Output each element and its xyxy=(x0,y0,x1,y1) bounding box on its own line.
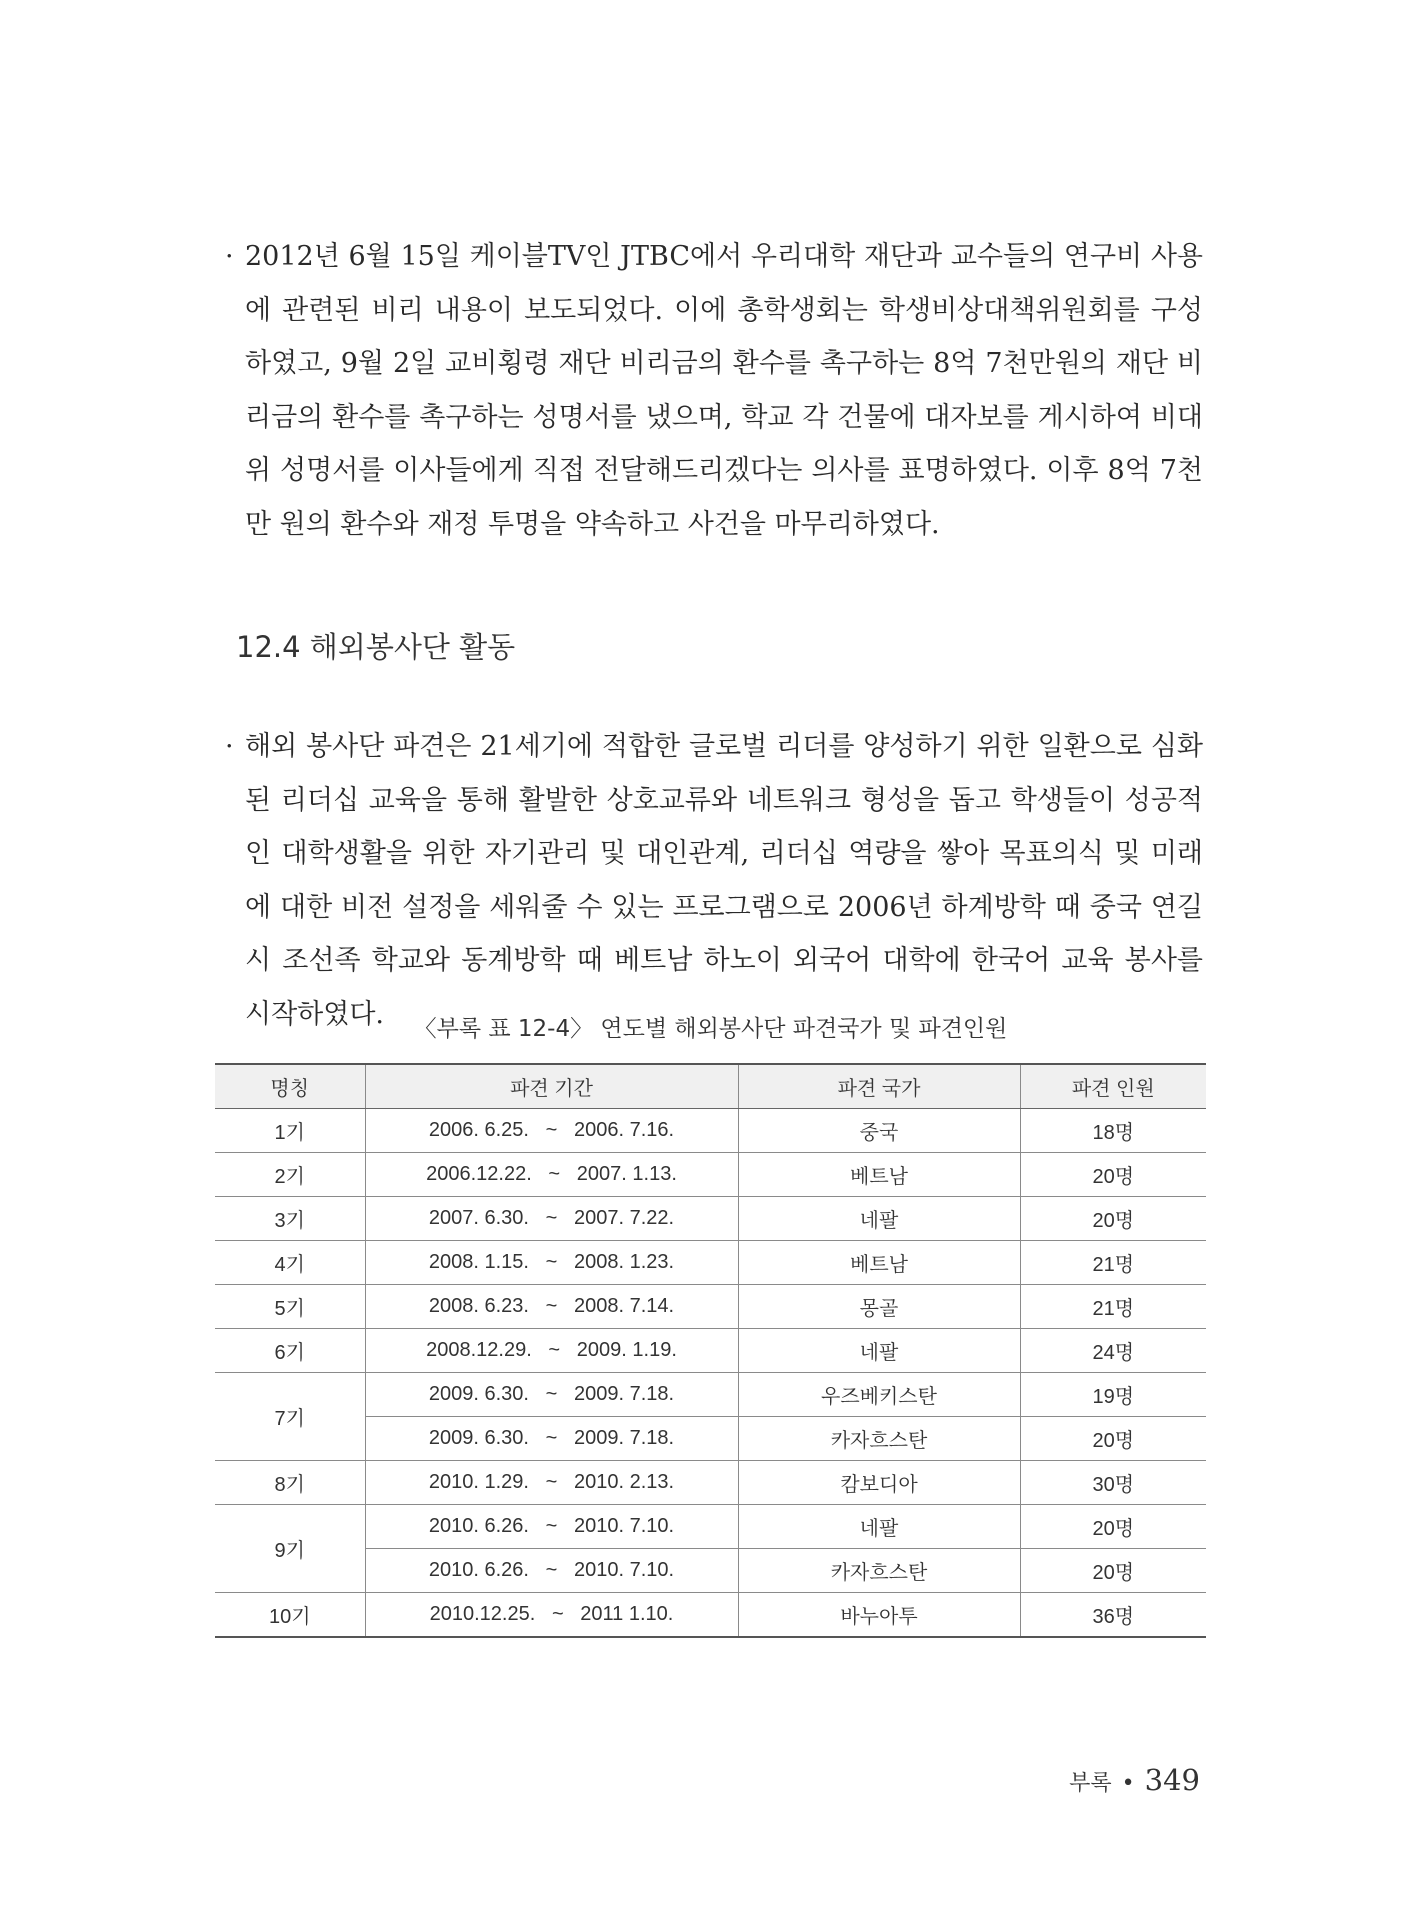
paragraph-text: 2012년 6월 15일 케이블TV인 JTBC에서 우리대학 재단과 교수들의 연구비 사용에 관련된 비리 내용이 보도되었다. 이에 총학생회는 학생비상대책위원회를 구성 하였고, 9월 2일 교비횡령 재단 비리금의 환수를 촉구하는 8억 7천만원의 재단 비리금의 환수를 촉구하는 성명서를 냈으며, 학교 각 건물에 대자보를 게시하여 비대위 성명서를 이사들에게 직접 전달해드리겠다는 의사를 표명하였다. 이후 8억 7천만 원의 환수와 재정 투명을 약속하고 사건을 마무리하였다. xyxy=(245,241,1203,540)
cell-count: 30명 xyxy=(1020,1461,1206,1505)
cell-count: 20명 xyxy=(1020,1153,1206,1197)
header-count: 파견 인원 xyxy=(1020,1064,1206,1109)
cell-country: 베트남 xyxy=(738,1241,1020,1285)
table-row xyxy=(215,1109,1206,1153)
cell-count: 20명 xyxy=(1020,1197,1206,1241)
paragraph-text: 해외 봉사단 파견은 21세기에 적합한 글로벌 리더를 양성하기 위한 일환으로 심화된 리더십 교육을 통해 활발한 상호교류와 네트워크 형성을 돕고 학생들이 성공적인 대학생활을 위한 자기관리 및 대인관계, 리더십 역량을 쌓아 목표의식 및 미래에 대한 비전 설정을 세워줄 수 있는 프로그램으로 2006년 하계방학 때 중국 연길시 조선족 학교와 동계방학 때 베트남 하노이 외국어 대학에 한국어 교육 봉사를 시작하였다. xyxy=(245,731,1203,1030)
cell-name: 4기 xyxy=(215,1241,365,1285)
table-row xyxy=(215,1461,1206,1505)
cell-country: 몽골 xyxy=(738,1285,1020,1329)
cell-country: 중국 xyxy=(738,1109,1020,1153)
cell-name: 2기 xyxy=(215,1153,365,1197)
cell-country: 바누아투 xyxy=(738,1593,1020,1638)
page-footer xyxy=(1069,1763,1200,1797)
cell-name: 10기 xyxy=(215,1593,365,1638)
cell-country: 네팔 xyxy=(738,1329,1020,1373)
cell-name: 8기 xyxy=(215,1461,365,1505)
cell-country: 카자흐스탄 xyxy=(738,1549,1020,1593)
footer-separator: • xyxy=(1121,1771,1135,1796)
cell-name: 3기 xyxy=(215,1197,365,1241)
cell-period: 2010. 6.26. ~ 2010. 7.10. xyxy=(365,1549,738,1593)
cell-period: 2010. 6.26. ~ 2010. 7.10. xyxy=(365,1505,738,1549)
cell-period: 2008.12.29. ~ 2009. 1.19. xyxy=(365,1329,738,1373)
cell-period: 2006. 6.25. ~ 2006. 7.16. xyxy=(365,1109,738,1153)
header-period: 파견 기간 xyxy=(365,1064,738,1109)
cell-period: 2009. 6.30. ~ 2009. 7.18. xyxy=(365,1373,738,1417)
footer-label: 부록 xyxy=(1069,1771,1112,1796)
table-caption: 〈부록 표 12-4〉 연도별 해외봉사단 파견국가 및 파견인원 xyxy=(413,1016,1008,1042)
cell-country: 캄보디아 xyxy=(738,1461,1020,1505)
cell-period: 2010. 1.29. ~ 2010. 2.13. xyxy=(365,1461,738,1505)
cell-period: 2008. 1.15. ~ 2008. 1.23. xyxy=(365,1241,738,1285)
cell-count: 21명 xyxy=(1020,1241,1206,1285)
table-row xyxy=(215,1593,1206,1638)
cell-country: 베트남 xyxy=(738,1153,1020,1197)
table-row xyxy=(215,1197,1206,1241)
cell-country: 네팔 xyxy=(738,1505,1020,1549)
cell-count: 20명 xyxy=(1020,1417,1206,1461)
cell-count: 19명 xyxy=(1020,1373,1206,1417)
cell-name: 1기 xyxy=(215,1109,365,1153)
cell-period: 2007. 6.30. ~ 2007. 7.22. xyxy=(365,1197,738,1241)
page-number: 349 xyxy=(1144,1763,1200,1797)
table-row xyxy=(215,1241,1206,1285)
table-row xyxy=(215,1505,1206,1549)
cell-count: 20명 xyxy=(1020,1505,1206,1549)
cell-count: 36명 xyxy=(1020,1593,1206,1638)
cell-name: 6기 xyxy=(215,1329,365,1373)
bullet: · xyxy=(225,731,234,762)
table-row xyxy=(215,1373,1206,1417)
cell-name: 9기 xyxy=(215,1505,365,1593)
cell-period: 2010.12.25. ~ 2011 1.10. xyxy=(365,1593,738,1638)
table-row xyxy=(215,1285,1206,1329)
cell-period: 2008. 6.23. ~ 2008. 7.14. xyxy=(365,1285,738,1329)
cell-count: 24명 xyxy=(1020,1329,1206,1373)
cell-count: 21명 xyxy=(1020,1285,1206,1329)
cell-count: 20명 xyxy=(1020,1549,1206,1593)
volunteer-dispatch-table xyxy=(215,1063,1206,1638)
cell-count: 18명 xyxy=(1020,1109,1206,1153)
cell-name: 5기 xyxy=(215,1285,365,1329)
table-row xyxy=(215,1153,1206,1197)
bullet: · xyxy=(225,241,234,272)
cell-country: 우즈베키스탄 xyxy=(738,1373,1020,1417)
paragraph-jtbc-report xyxy=(225,230,1203,551)
paragraph-volunteer-intro xyxy=(225,720,1203,1041)
table-header-row xyxy=(215,1064,1206,1109)
section-title: 12.4 해외봉사단 활동 xyxy=(236,630,516,664)
table-row xyxy=(215,1329,1206,1373)
cell-name: 7기 xyxy=(215,1373,365,1461)
cell-country: 카자흐스탄 xyxy=(738,1417,1020,1461)
cell-period: 2006.12.22. ~ 2007. 1.13. xyxy=(365,1153,738,1197)
cell-period: 2009. 6.30. ~ 2009. 7.18. xyxy=(365,1417,738,1461)
header-name: 명칭 xyxy=(215,1064,365,1109)
cell-country: 네팔 xyxy=(738,1197,1020,1241)
header-country: 파견 국가 xyxy=(738,1064,1020,1109)
